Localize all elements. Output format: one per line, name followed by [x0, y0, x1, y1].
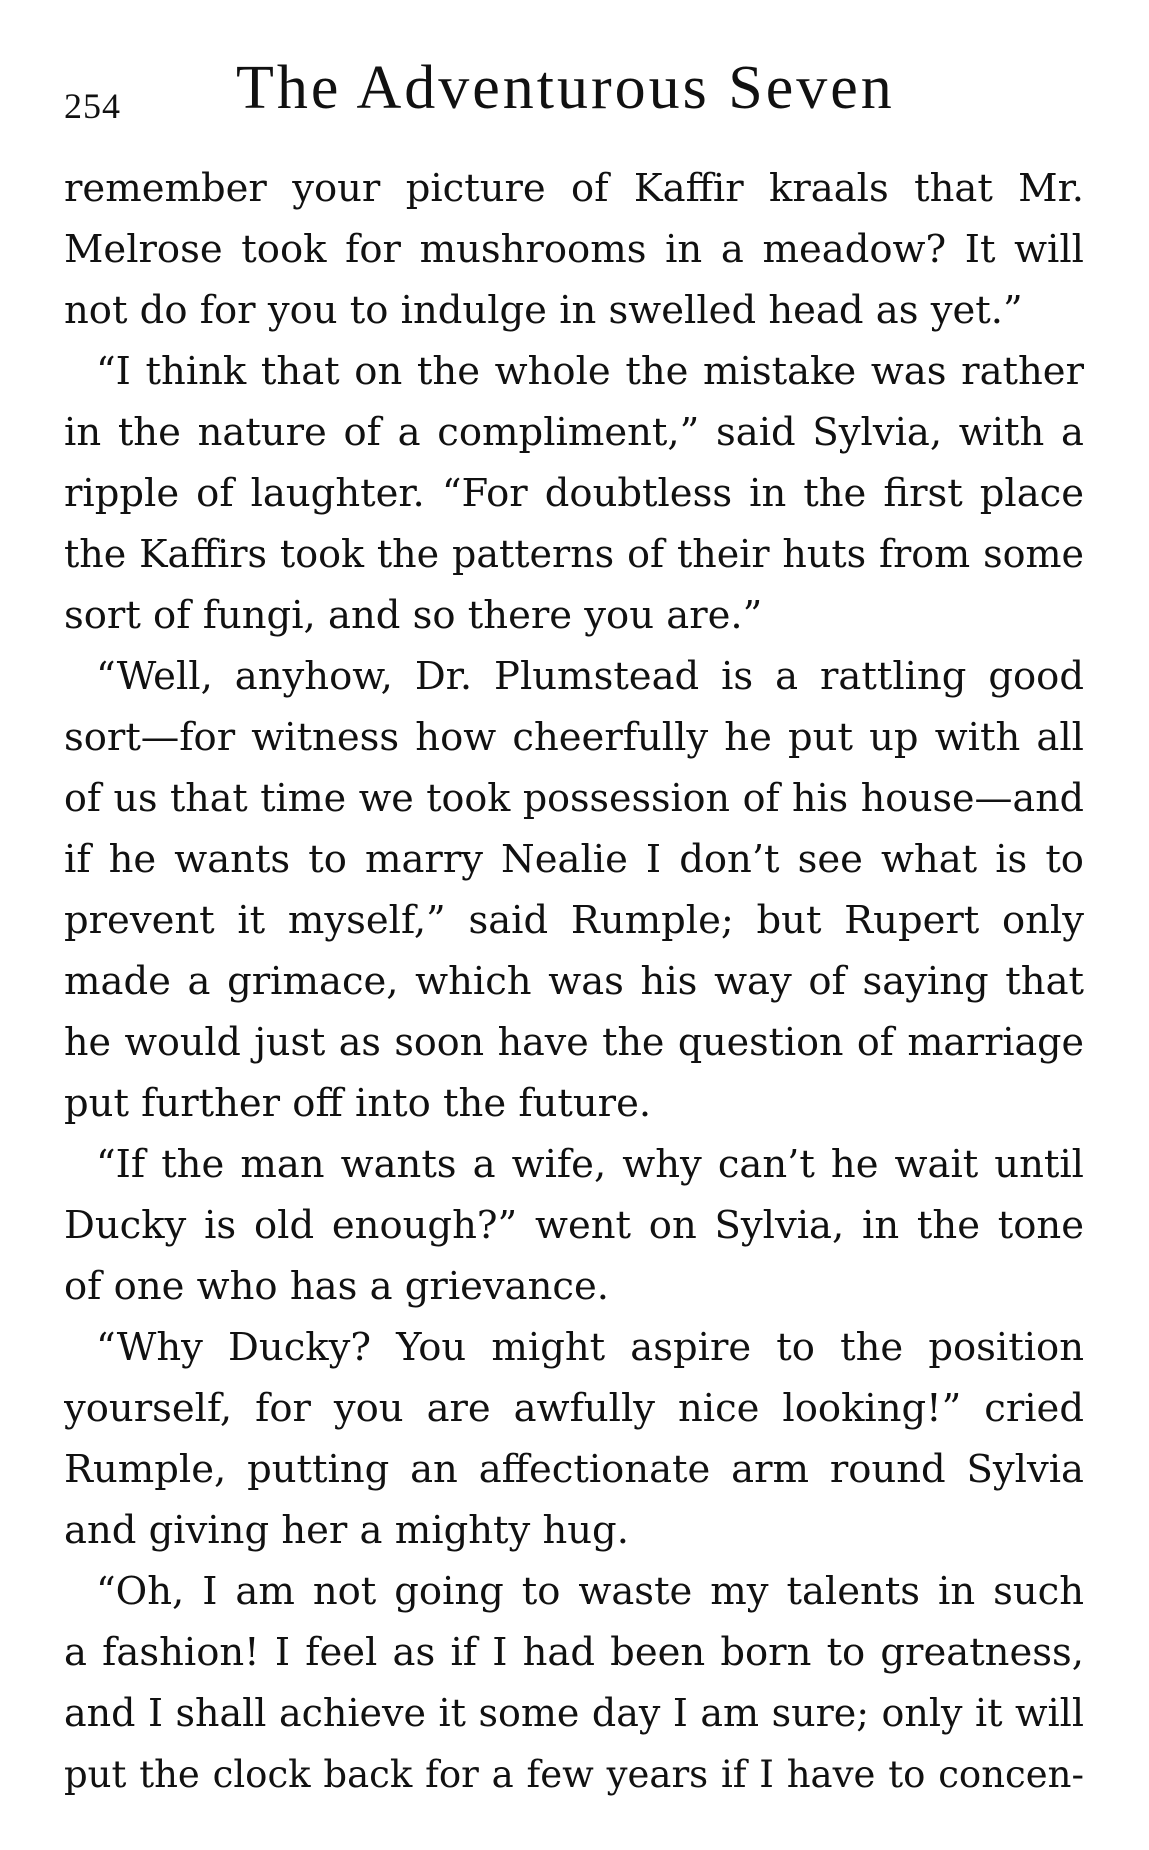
page-number: 254	[64, 86, 121, 126]
text-line: the Kaffirs took the patterns of their huts from some	[64, 532, 1084, 576]
text-line: sort of fungi, and so there you are.”	[64, 593, 763, 638]
text-line: made a grimace, which was his way of saying that	[64, 959, 1084, 1004]
text-line: sort—for witness how cheerfully he put up with all	[64, 715, 1084, 760]
text-line: of one who has a grievance.	[64, 1264, 609, 1309]
text-line: prevent it myself,” said Rumple; but Rupert only	[64, 898, 1084, 943]
running-head	[64, 52, 1084, 132]
text-line: “I think that on the whole the mistake was rather	[96, 349, 1084, 394]
text-line: a fashion! I feel as if I had been born to greatness,	[64, 1630, 1084, 1675]
text-line: Rumple, putting an affectionate arm round Sylvia	[64, 1447, 1084, 1492]
text-body	[64, 158, 1084, 1805]
text-line: “Why Ducky? You might aspire to the position	[96, 1325, 1084, 1370]
text-line: remember your picture of Kaffir kraals that Mr.	[64, 166, 1084, 211]
text-line: and I shall achieve it some day I am sure; only it will	[64, 1691, 1084, 1735]
text-line: “If the man wants a wife, why can’t he wait until	[96, 1142, 1084, 1187]
text-line: he would just as soon have the question of marriage	[64, 1020, 1084, 1064]
text-line: yourself, for you are awfully nice looking!” cried	[64, 1386, 1084, 1431]
text-line: Melrose took for mushrooms in a meadow? It will	[64, 227, 1084, 272]
text-line: of us that time we took possession of his house—and	[64, 776, 1084, 820]
text-line: “Oh, I am not going to waste my talents in such	[96, 1569, 1084, 1614]
text-line: not do for you to indulge in swelled head as yet.”	[64, 288, 1023, 333]
text-line: put further off into the future.	[64, 1081, 652, 1126]
text-line: if he wants to marry Nealie I don’t see what is to	[64, 837, 1084, 882]
text-line: “Well, anyhow, Dr. Plumstead is a rattling good	[96, 654, 1084, 699]
text-line: ripple of laughter. “For doubtless in the first place	[64, 471, 1084, 516]
text-line: Ducky is old enough?” went on Sylvia, in the tone	[64, 1203, 1084, 1248]
text-line: in the nature of a compliment,” said Sylvia, with a	[64, 410, 1084, 455]
text-line: and giving her a mighty hug.	[64, 1508, 629, 1553]
book-title: The Adventurous Seven	[236, 54, 895, 122]
text-line: put the clock back for a few years if I have to concen-	[64, 1753, 1084, 1796]
